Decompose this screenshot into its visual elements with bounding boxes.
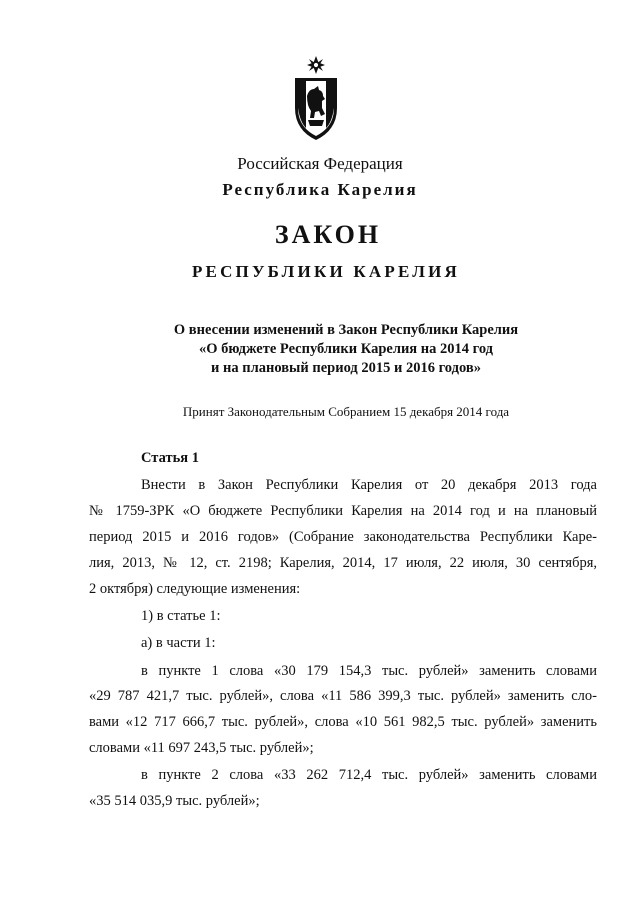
adoption-note: Принят Законодательным Собранием 15 декабря 2014 года [182, 404, 510, 419]
document-issuer: РЕСПУБЛИКИ КАРЕЛИЯ [191, 262, 461, 281]
law-title-line: и на плановый период 2015 и 2016 годов» [211, 360, 481, 376]
republic-line: Республика Карелия [222, 180, 418, 199]
body-line: словами «11 697 243,5 тыс. рублей»; [89, 740, 314, 756]
law-title-line: О внесении изменений в Закон Республики Карелия [173, 322, 519, 338]
law-title-line: «О бюджете Республики Карелия на 2014 год [198, 341, 494, 357]
body-line: «29 787 421,7 тыс. рублей», слова «11 586 399,3 тыс. рублей» заменить сло- [89, 688, 597, 704]
body-line: в пункте 2 слова «33 262 712,4 тыс. рублей» заменить словами [141, 767, 597, 783]
body-line: № 1759-ЗРК «О бюджете Республики Карелия на 2014 год и на плановый [89, 503, 597, 519]
body-line: Внести в Закон Республики Карелия от 20 декабря 2013 года [141, 477, 597, 493]
federation-line: Российская Федерация [237, 154, 403, 173]
body-line: 1) в статье 1: [141, 608, 221, 624]
body-line: вами «12 717 666,7 тыс. рублей», слова «10 561 982,5 тыс. рублей» заменить [89, 714, 597, 730]
body-line: лия, 2013, № 12, ст. 2198; Карелия, 2014, 17 июля, 22 июля, 30 сентября, [89, 555, 597, 571]
body-line: «35 514 035,9 тыс. рублей»; [89, 793, 260, 809]
body-line: в пункте 1 слова «30 179 154,3 тыс. рублей» заменить словами [141, 663, 597, 679]
document-type: ЗАКОН [274, 220, 382, 249]
body-line: а) в части 1: [141, 635, 216, 651]
body-line: 2 октября) следующие изменения: [89, 581, 301, 597]
karelia-coat-of-arms-icon [292, 56, 340, 142]
article-heading: Статья 1 [141, 450, 199, 466]
body-line: период 2015 и 2016 годов» (Собрание законодательства Республики Каре- [89, 529, 597, 545]
